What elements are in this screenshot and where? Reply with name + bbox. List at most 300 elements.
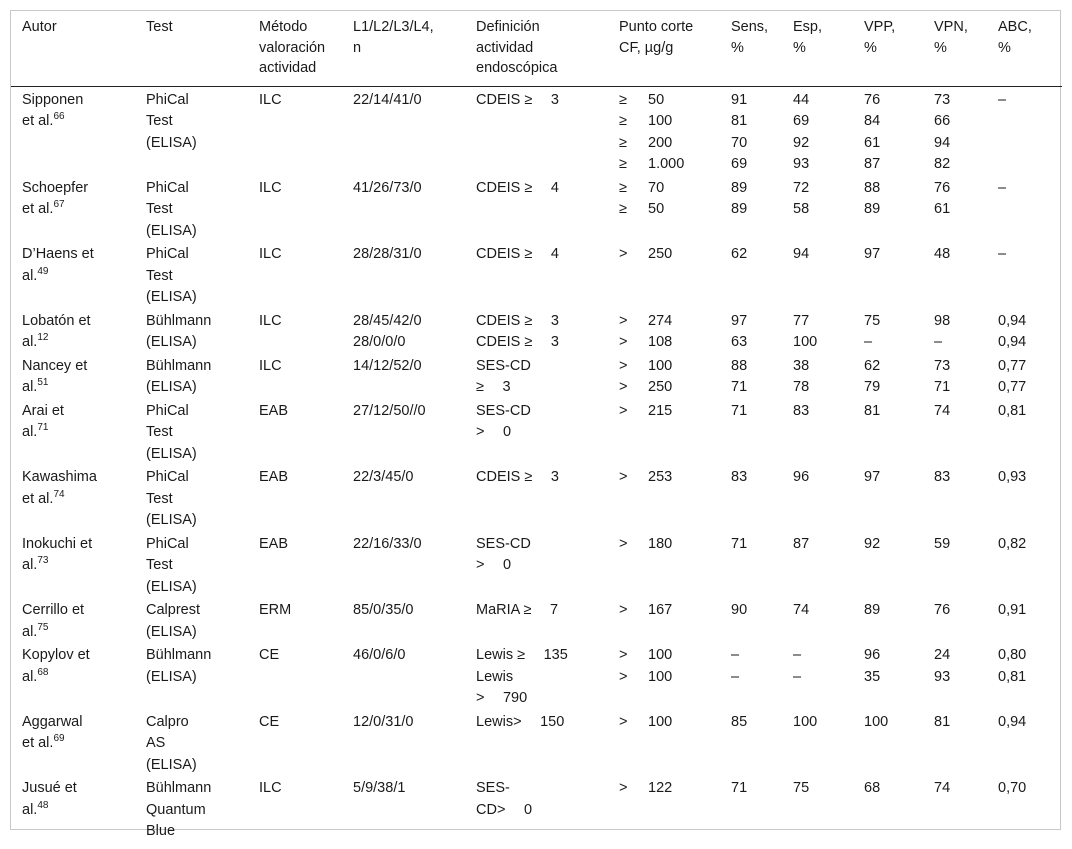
header-cell-vpn xyxy=(923,11,987,86)
cutoff-line xyxy=(619,244,714,266)
sens-value: 83 xyxy=(731,469,748,485)
header-line: actividad xyxy=(259,60,317,76)
abc-value: 0,70 xyxy=(998,780,1027,796)
cell-sens xyxy=(720,399,782,466)
vpn-value: 66 xyxy=(934,113,951,129)
cutoff-value: 180 xyxy=(648,535,673,552)
cell-sens xyxy=(720,598,782,643)
table-row xyxy=(11,86,1062,176)
cutoff-value: 100 xyxy=(648,647,673,663)
reference-number: 51 xyxy=(37,377,49,389)
test-line: PhiCal xyxy=(146,179,189,196)
header-line: Método xyxy=(259,19,308,35)
esp-value: 100 xyxy=(793,334,818,350)
reference-number: 67 xyxy=(53,199,65,211)
test-line: (ELISA) xyxy=(146,668,197,685)
abc-value: 0,94 xyxy=(998,312,1027,329)
test-line: Bühlmann xyxy=(146,647,212,663)
cutoff-line xyxy=(619,199,714,221)
vpn-value: 98 xyxy=(934,312,951,329)
esp-value: 75 xyxy=(793,780,810,796)
vpn-value: 83 xyxy=(934,469,951,485)
cell-method xyxy=(248,598,342,643)
cell-esp xyxy=(782,776,853,849)
vpn-value: 59 xyxy=(934,535,951,552)
cell-method xyxy=(248,643,342,710)
cell-vpn xyxy=(923,176,987,243)
cell-definition xyxy=(465,399,608,466)
reference-number: 73 xyxy=(37,555,49,567)
cell-author xyxy=(11,776,135,849)
header-cell-vpp xyxy=(853,11,923,86)
cell-sens xyxy=(720,86,782,176)
cutoff-comparator: > xyxy=(619,469,628,485)
l1234-line: 28/0/0/0 xyxy=(353,334,406,350)
cell-test xyxy=(135,532,248,599)
cutoff-comparator: > xyxy=(619,357,628,374)
esp-value: 74 xyxy=(793,602,810,618)
cell-author xyxy=(11,399,135,466)
definition-line: CDEIS ≥ 3 xyxy=(476,312,559,329)
sens-value: 91 xyxy=(731,91,748,108)
cell-cutoff xyxy=(608,643,720,710)
esp-value: 94 xyxy=(793,246,810,262)
cell-l1234 xyxy=(342,242,465,309)
author-line xyxy=(22,555,129,577)
header-line: % xyxy=(998,39,1011,56)
cutoff-line xyxy=(619,712,714,734)
definition-line: CDEIS ≥ 4 xyxy=(476,246,559,262)
cell-test xyxy=(135,465,248,532)
author-line xyxy=(22,733,129,755)
cell-esp xyxy=(782,242,853,309)
table-row xyxy=(11,354,1062,399)
cutoff-comparator: > xyxy=(619,713,628,730)
vpn-value: 76 xyxy=(934,179,951,196)
cell-author xyxy=(11,309,135,354)
author-text: al. xyxy=(22,334,38,350)
header-line: Autor xyxy=(22,19,57,35)
test-line: (ELISA) xyxy=(146,578,197,595)
cutoff-value: 167 xyxy=(648,602,673,618)
table-row xyxy=(11,710,1062,777)
header-cell-abc xyxy=(987,11,1062,86)
test-line: (ELISA) xyxy=(146,623,197,640)
esp-value: 87 xyxy=(793,535,810,552)
author-text: al. xyxy=(22,668,38,685)
cell-vpn xyxy=(923,710,987,777)
header-line: L1/L2/L3/L4, xyxy=(353,19,434,35)
header-line: actividad xyxy=(476,39,534,56)
esp-value: 93 xyxy=(793,156,810,172)
cell-l1234 xyxy=(342,532,465,599)
method-text: EAB xyxy=(259,535,289,552)
cell-definition xyxy=(465,598,608,643)
vpn-value: 93 xyxy=(934,668,951,685)
definition-line: > 0 xyxy=(476,424,512,440)
author-line xyxy=(22,800,129,822)
method-text: CE xyxy=(259,647,280,663)
vpn-value: 94 xyxy=(934,134,951,151)
cutoff-value: 108 xyxy=(648,334,673,350)
table-row xyxy=(11,399,1062,466)
vpp-value: 81 xyxy=(864,402,881,419)
author-line xyxy=(22,401,129,423)
author-line xyxy=(22,422,129,444)
vpp-value: 100 xyxy=(864,713,889,730)
cutoff-value: 122 xyxy=(648,780,673,796)
header-cell-autor xyxy=(11,11,135,86)
abc-value: 0,81 xyxy=(998,668,1027,685)
method-text: ILC xyxy=(259,312,282,329)
cutoff-line xyxy=(619,667,714,689)
header-line: endoscópica xyxy=(476,60,558,76)
vpp-value: 35 xyxy=(864,668,881,685)
cell-definition xyxy=(465,643,608,710)
header-cell-metodo xyxy=(248,11,342,86)
abc-value: – xyxy=(998,91,1007,108)
reference-number: 75 xyxy=(37,621,49,633)
cell-abc xyxy=(987,598,1062,643)
cutoff-line xyxy=(619,534,714,556)
cell-cutoff xyxy=(608,399,720,466)
cutoff-value: 250 xyxy=(648,379,673,395)
cutoff-comparator: > xyxy=(619,312,628,329)
author-text: al. xyxy=(22,557,38,573)
cell-abc xyxy=(987,86,1062,176)
abc-value: 0,93 xyxy=(998,469,1027,485)
cell-sens xyxy=(720,710,782,777)
table-header xyxy=(11,11,1062,86)
method-text: EAB xyxy=(259,402,289,419)
abc-value: 0,94 xyxy=(998,334,1027,350)
cell-sens xyxy=(720,532,782,599)
cell-vpp xyxy=(853,399,923,466)
cutoff-comparator: > xyxy=(619,602,628,618)
cell-author xyxy=(11,465,135,532)
definition-line: SES-CD xyxy=(476,535,531,552)
vpn-value: 73 xyxy=(934,91,951,108)
definition-line: CDEIS ≥ 4 xyxy=(476,179,559,196)
test-line: Bühlmann xyxy=(146,780,212,796)
cell-test xyxy=(135,598,248,643)
cell-vpp xyxy=(853,176,923,243)
cell-esp xyxy=(782,532,853,599)
definition-line: > 790 xyxy=(476,690,528,706)
cell-cutoff xyxy=(608,598,720,643)
test-line: PhiCal xyxy=(146,469,189,485)
cutoff-line xyxy=(619,778,714,800)
header-line: n xyxy=(353,39,362,56)
header-line: % xyxy=(934,39,947,56)
cell-l1234 xyxy=(342,598,465,643)
cutoff-value: 250 xyxy=(648,246,673,262)
author-line xyxy=(22,356,129,378)
abc-value: – xyxy=(998,179,1007,196)
method-text: EAB xyxy=(259,469,289,485)
sens-value: 63 xyxy=(731,334,748,350)
cell-vpn xyxy=(923,532,987,599)
cutoff-comparator: > xyxy=(619,647,628,663)
sens-value: 71 xyxy=(731,535,748,552)
cell-cutoff xyxy=(608,710,720,777)
vpn-value: 76 xyxy=(934,602,951,618)
cell-abc xyxy=(987,176,1062,243)
cell-vpn xyxy=(923,86,987,176)
author-line xyxy=(22,600,129,622)
esp-value: 58 xyxy=(793,201,810,217)
sens-value: 97 xyxy=(731,312,748,329)
cell-sens xyxy=(720,465,782,532)
cutoff-comparator: > xyxy=(619,246,628,262)
cutoff-line xyxy=(619,645,714,667)
cell-esp xyxy=(782,176,853,243)
sens-value: – xyxy=(731,647,740,663)
method-text: ILC xyxy=(259,780,282,796)
cell-esp xyxy=(782,643,853,710)
cell-author xyxy=(11,86,135,176)
cell-definition xyxy=(465,465,608,532)
cell-method xyxy=(248,532,342,599)
cell-l1234 xyxy=(342,309,465,354)
table-row xyxy=(11,776,1062,849)
reference-number: 69 xyxy=(53,733,65,745)
l1234-line: 28/28/31/0 xyxy=(353,246,422,262)
cutoff-comparator: > xyxy=(619,334,628,350)
table-row xyxy=(11,176,1062,243)
abc-value: – xyxy=(998,246,1007,262)
method-text: ILC xyxy=(259,246,282,262)
cell-abc xyxy=(987,242,1062,309)
cell-vpn xyxy=(923,598,987,643)
cutoff-line xyxy=(619,133,714,155)
esp-value: 78 xyxy=(793,379,810,395)
cutoff-comparator: > xyxy=(619,780,628,796)
esp-value: 96 xyxy=(793,469,810,485)
cell-test xyxy=(135,309,248,354)
test-line: AS xyxy=(146,735,166,751)
author-text: al. xyxy=(22,424,38,440)
cutoff-comparator: ≥ xyxy=(619,134,627,151)
author-text: et al. xyxy=(22,113,54,129)
author-text: al. xyxy=(22,379,38,395)
sens-value: 89 xyxy=(731,201,748,217)
author-text: Aggarwal xyxy=(22,713,83,730)
sens-value: 70 xyxy=(731,134,748,151)
table-row xyxy=(11,643,1062,710)
author-text: Schoepfer xyxy=(22,179,89,196)
definition-line: SES-CD xyxy=(476,357,531,374)
cell-abc xyxy=(987,643,1062,710)
cell-method xyxy=(248,776,342,849)
cell-abc xyxy=(987,399,1062,466)
cell-sens xyxy=(720,354,782,399)
cell-sens xyxy=(720,776,782,849)
l1234-line: 41/26/73/0 xyxy=(353,179,422,196)
cell-test xyxy=(135,354,248,399)
method-text: CE xyxy=(259,713,280,730)
cell-esp xyxy=(782,465,853,532)
header-line: Sens, xyxy=(731,19,769,35)
abc-value: 0,77 xyxy=(998,357,1027,374)
test-line: Calpro xyxy=(146,713,189,730)
author-line xyxy=(22,377,129,399)
author-line xyxy=(22,332,129,354)
cell-definition xyxy=(465,86,608,176)
esp-value: 83 xyxy=(793,402,810,419)
cell-sens xyxy=(720,176,782,243)
test-line: (ELISA) xyxy=(146,379,197,395)
vpp-value: 96 xyxy=(864,647,881,663)
definition-line: SES-CD xyxy=(476,402,531,419)
cell-vpn xyxy=(923,776,987,849)
author-line xyxy=(22,244,129,266)
cell-test xyxy=(135,176,248,243)
cell-esp xyxy=(782,399,853,466)
vpp-value: 62 xyxy=(864,357,881,374)
definition-line: SES- xyxy=(476,780,510,796)
test-line: Test xyxy=(146,267,173,284)
cutoff-value: 50 xyxy=(648,201,665,217)
cell-test xyxy=(135,242,248,309)
table-row xyxy=(11,242,1062,309)
header-line: VPP, xyxy=(864,19,896,35)
test-line: Test xyxy=(146,201,173,217)
reference-number: 71 xyxy=(37,422,49,434)
l1234-line: 14/12/52/0 xyxy=(353,357,422,374)
cell-abc xyxy=(987,776,1062,849)
reference-number: 68 xyxy=(37,666,49,678)
cutoff-comparator: > xyxy=(619,535,628,552)
sens-value: 62 xyxy=(731,246,748,262)
l1234-line: 22/16/33/0 xyxy=(353,535,422,552)
cell-l1234 xyxy=(342,354,465,399)
vpn-value: 82 xyxy=(934,156,951,172)
definition-line: MaRIA ≥ 7 xyxy=(476,602,559,618)
test-line: Test xyxy=(146,424,173,440)
header-line: Punto corte xyxy=(619,19,694,35)
table-row xyxy=(11,309,1062,354)
sens-value: 69 xyxy=(731,156,748,172)
test-line: Bühlmann xyxy=(146,357,212,374)
vpp-value: 87 xyxy=(864,156,881,172)
l1234-line: 85/0/35/0 xyxy=(353,602,414,618)
cell-author xyxy=(11,532,135,599)
sens-value: 71 xyxy=(731,402,748,419)
author-line xyxy=(22,712,129,734)
cell-definition xyxy=(465,176,608,243)
sens-value: 89 xyxy=(731,179,748,196)
author-line xyxy=(22,178,129,200)
cell-vpn xyxy=(923,465,987,532)
author-text: Lobatón et xyxy=(22,312,91,329)
method-text: ILC xyxy=(259,357,282,374)
cutoff-comparator: > xyxy=(619,402,628,419)
l1234-line: 28/45/42/0 xyxy=(353,312,422,329)
author-text: Kopylov et xyxy=(22,647,90,663)
method-text: ERM xyxy=(259,602,292,618)
definition-line: CDEIS ≥ 3 xyxy=(476,334,559,350)
reference-number: 66 xyxy=(53,111,65,123)
definition-line: CD> 0 xyxy=(476,801,533,818)
author-line xyxy=(22,778,129,800)
author-text: et al. xyxy=(22,735,54,751)
cell-test xyxy=(135,776,248,849)
cell-esp xyxy=(782,710,853,777)
esp-value: – xyxy=(793,668,802,685)
cell-definition xyxy=(465,242,608,309)
l1234-line: 46/0/6/0 xyxy=(353,647,406,663)
test-line: (ELISA) xyxy=(146,134,197,151)
header-cell-sens xyxy=(720,11,782,86)
cell-l1234 xyxy=(342,465,465,532)
cutoff-value: 274 xyxy=(648,312,673,329)
cutoff-comparator: ≥ xyxy=(619,179,627,196)
vpn-value: 24 xyxy=(934,647,951,663)
vpp-value: – xyxy=(864,334,873,350)
abc-value: 0,77 xyxy=(998,379,1027,395)
cutoff-line xyxy=(619,154,714,176)
cutoff-comparator: > xyxy=(619,668,628,685)
author-text: Arai et xyxy=(22,402,64,419)
header-line: % xyxy=(793,39,806,56)
test-line: PhiCal xyxy=(146,91,189,108)
reference-number: 49 xyxy=(37,265,49,277)
cell-abc xyxy=(987,465,1062,532)
vpp-value: 68 xyxy=(864,780,881,796)
vpn-value: 81 xyxy=(934,713,951,730)
l1234-line: 5/9/38/1 xyxy=(353,780,406,796)
cutoff-value: 100 xyxy=(648,113,673,129)
test-line: (ELISA) xyxy=(146,334,197,350)
author-text: Cerrillo et xyxy=(22,602,85,618)
author-text: Nancey et xyxy=(22,357,88,374)
cell-sens xyxy=(720,309,782,354)
vpp-value: 75 xyxy=(864,312,881,329)
header-line: CF, µg/g xyxy=(619,39,674,56)
header-cell-esp xyxy=(782,11,853,86)
cell-vpn xyxy=(923,354,987,399)
cutoff-line xyxy=(619,467,714,489)
table-container xyxy=(10,10,1061,839)
vpp-value: 97 xyxy=(864,246,881,262)
cell-method xyxy=(248,176,342,243)
cell-method xyxy=(248,399,342,466)
cell-l1234 xyxy=(342,176,465,243)
esp-value: 69 xyxy=(793,113,810,129)
cutoff-value: 100 xyxy=(648,357,673,374)
definition-line: Lewis xyxy=(476,668,514,685)
cutoff-line xyxy=(619,111,714,133)
header-line: % xyxy=(864,39,877,56)
cell-cutoff xyxy=(608,176,720,243)
cell-test xyxy=(135,86,248,176)
header-line: VPN, xyxy=(934,19,968,35)
cutoff-line xyxy=(619,600,714,622)
cutoff-comparator: > xyxy=(619,379,628,395)
abc-value: 0,94 xyxy=(998,713,1027,730)
cell-definition xyxy=(465,776,608,849)
test-line: Test xyxy=(146,490,173,507)
esp-value: 77 xyxy=(793,312,810,329)
header-cell-test xyxy=(135,11,248,86)
vpn-value: 74 xyxy=(934,780,951,796)
cell-definition xyxy=(465,710,608,777)
vpp-value: 84 xyxy=(864,113,881,129)
cell-cutoff xyxy=(608,309,720,354)
author-text: al. xyxy=(22,267,38,284)
definition-line: Lewis ≥ 135 xyxy=(476,647,568,663)
